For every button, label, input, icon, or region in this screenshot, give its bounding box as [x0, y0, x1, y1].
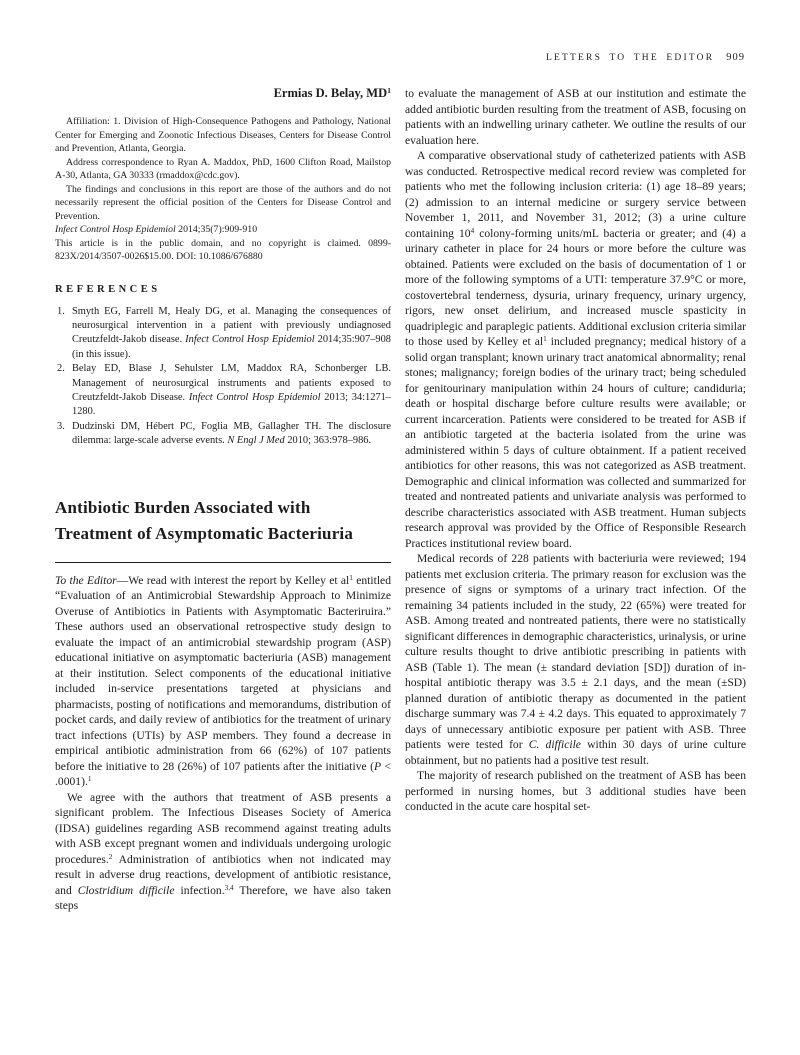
letter-paragraph: To the Editor—We read with interest the report by Kelley et $al^1$ entitled “Evaluation of an Antimicrobial Stewardship Approach to Minimize Overuse of Antibiotics in Patients with Asymptomatic Bacteriruira.” These authors used an observational retrospective study design to evaluate the impact of an antimicrobial stewardship program (ASP) educational initiative on asymptomatic bacteriuria (ASB) management at their institution. Select components of the educational initiative included in-service presentations targeted at physicians and pharmacists, posting of notifications and memorandums, distribution of pocket cards, and daily review of antibiotics for the treatment of urinary tract infections (UTIs) by ASP members. They found a decrease in empirical antibiotic administration from 66 (62%) of 107 patients before the initiative to 28 (26%) of 107 patients after the initiative (P < .0001).$^1$: [55, 573, 392, 789]
reference-number: 1.: [57, 305, 65, 317]
page-number: 909: [726, 52, 745, 63]
reference-number: 2.: [57, 363, 65, 375]
letter-paragraph: A comparative observational study of catheterized patients with ASB was conducted. Retrospective medical record review was completed for patients who met the following inclusion criteria: (1) age 18–89 years; (2) admission to an internal medicine or surgery service between November 1, 2011, and November 31, 2012; (3) a urine culture containing $10^4$ colony-forming units/mL bacteria or greater; and (4) a urinary catheter in place for 24 hours or more before the culture was obtained. Patients were excluded on the basis of documentation of 1 or more of the following symptoms of a UTI: temperature 37.9°C or more, costovertebral tenderness, dysuria, urinary frequency, urinary urgency, rigors, new onset delirium, and increased muscle spasticity in quadriplegic and paraplegic patients. Additional exclusion criteria similar to those used by Kelley et $al^1$ included pregnancy; medical history of a solid organ transplant; known urinary tract anatomical abnormality; renal stones; malignancy; foreign bodies of the urinary tract; being scheduled for genitourinary manipulation within 24 hours of culture; candiduria; death or hospital discharge before culture results were available; or current incarceration. Patients were considered to be treated for ASB if an antibiotic targeted at the bacteria isolated from the urine was administered within 5 days of culture obtainment. If a patient received antibiotics for other reasons, this was not categorized as ASB treatment. Demographic and clinical information was collected and summarized for treated and nontreated patients and univariate analysis was performed to describe characteristics associated with ASB treatment. Human subjects research approval was provided by the Office of Responsible Research Practices institutional review board.: [405, 149, 746, 550]
letter-paragraph: We agree with the authors that treatment of ASB presents a significant problem. The Infectious Diseases Society of America (IDSA) guidelines regarding ASB recommend against treating adults with ASB except pregnant women and individuals undergoing urologic procedures.$^2$ Administration of antibiotics when not indicated may result in adverse drug reactions, development of antibiotic resistance, and Clostridium difficile infection.$^{3,4}$ Therefore, we have also taken steps: [55, 790, 391, 913]
footnote-block: [55, 115, 391, 264]
letter-paragraph: The majority of research published on the treatment of ASB has been performed in nursing homes, but 3 additional studies have been conducted in the acute care hospital set-: [405, 769, 746, 813]
references-heading: REFERENCES: [55, 283, 161, 295]
reference-item: [55, 305, 391, 363]
reference-item: [55, 362, 391, 420]
article-title-line1: Antibiotic Burden Associated with: [55, 497, 311, 517]
article-title-line2: Treatment of Asymptomatic Bacteriuria: [55, 523, 354, 543]
reference-item: [55, 420, 391, 449]
author-signature: Ermias D. Belay, $MD^1$: [273, 86, 391, 100]
reference-number: 3.: [57, 420, 65, 432]
running-header: [546, 52, 745, 63]
letter-paragraph: to evaluate the management of ASB at our institution and estimate the added antibiotic burden resulting from the treatment of ASB, focusing on patients with an indwelling urinary catheter. We outline the results of our evaluation here.: [405, 87, 746, 147]
references-list: [55, 305, 391, 449]
affiliation-note: Affiliation: 1. Division of High-Consequence Pathogens and Pathology, National Center for Emerging and Zoonotic Infectious Diseases, Centers for Disease Control and Prevention, Atlanta, Georgia.: [55, 116, 391, 154]
letter-paragraph: Medical records of 228 patients with bacteriuria were reviewed; 194 patients met exclusion criteria. The primary reason for exclusion was the presence of signs or symptoms of a urinary tract infection. Of the remaining 34 patients included in the study, 22 (65%) were treated for ASB. Among treated and nontreated patients, there were no statistically significant differences in demographic characteristics, urinalysis, or urine culture results thought to drive antibiotic prescribing in patients with ASB (Table 1). The mean (± standard deviation [SD]) duration of in-hospital antibiotic therapy was 3.5 ± 2.1 days, and the mean (±SD) planned duration of antibiotic therapy as documented in the patient discharge summary was 7.4 ± 4.2 days. This equated to approximately 7 days of unnecessary antibiotic exposure per patient with ASB. Three patients were tested for C. difficile within 30 days of urine culture obtainment, but no patients had a positive test result.: [405, 552, 746, 767]
article-title: [55, 495, 391, 547]
disclaimer-note: The findings and conclusions in this report are those of the authors and do not necessarily represent the official position of the Centers for Disease Control and Prevention.: [55, 183, 391, 222]
reference-text: Belay ED, Blase J, Sehulster LM, Maddox RA, Schonberger LB. Management of neurosurgical instruments and patients exposed to Creutzfeldt-Jakob Disease. Infect Control Hosp Epidemiol 2013; 34:1271–1280.: [72, 363, 391, 418]
right-column: [405, 86, 746, 815]
left-column: [55, 86, 391, 914]
reference-text: Smyth EG, Farrell M, Healy DG, et al. Managing the consequences of neurosurgical intervention in a patient with previously undiagnosed Creutzfeldt-Jakob disease. Infect Control Hosp Epidemiol 2014;35:907–908 (in this issue).: [72, 305, 391, 360]
running-title: LETTERS TO THE EDITOR: [546, 53, 715, 63]
correspondence-note: Address correspondence to Ryan A. Maddox, PhD, 1600 Clifton Road, Mailstop A-30, Atlanta, GA 30333 (rmaddox@cdc.gov).: [55, 156, 391, 181]
reference-text: Dudzinski DM, Hébert PC, Foglia MB, Gallagher TH. The disclosure dilemma: large-scale adverse events. N Engl J Med 2010; 363:978–986.: [72, 420, 391, 447]
journal-citation: Infect Control Hosp Epidemiol 2014;35(7):909-910: [55, 224, 258, 235]
copyright-note: This article is in the public domain, and no copyright is claimed. 0899-823X/2014/3507-0026$15.00. DOI: 10.1086/676880: [55, 237, 391, 262]
title-divider: [55, 562, 391, 563]
